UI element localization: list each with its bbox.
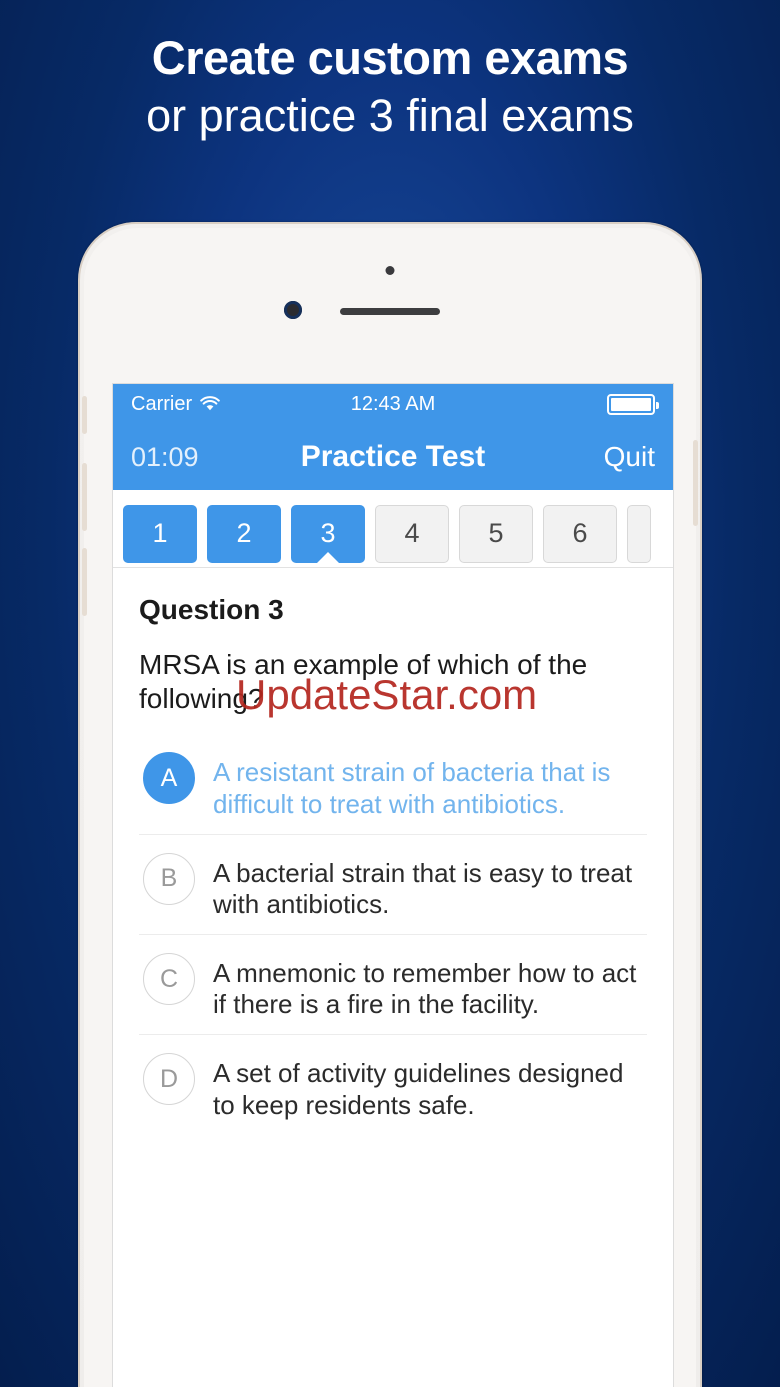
earpiece-speaker [340,308,440,315]
wifi-icon [200,396,220,412]
question-tab-7[interactable] [627,505,651,563]
quit-button[interactable]: Quit [603,441,655,472]
answer-text-b: A bacterial strain that is easy to treat with antibiotics. [213,857,633,919]
promo-headline-line1: Create custom exams [151,31,629,84]
promo-headline [0,30,780,144]
watermark-text: UpdateStar.com [236,671,538,718]
carrier-label: Carrier [131,392,193,415]
front-camera-icon [284,301,302,319]
question-tab-1[interactable]: 1 [123,505,197,563]
answer-bubble-b[interactable]: B [143,853,195,905]
volume-down-button[interactable] [82,548,87,616]
power-button[interactable] [693,440,698,526]
answer-choice-list [139,744,647,1135]
volume-up-button[interactable] [82,463,87,531]
answer-choice-d[interactable] [139,1045,647,1134]
promo-headline-line2: or practice 3 final exams [146,90,634,142]
current-tab-caret-icon [317,552,339,563]
question-panel [113,568,673,1135]
silent-switch[interactable] [82,396,87,434]
status-bar [113,384,673,424]
phone-mockup [78,222,702,1387]
answer-bubble-d[interactable]: D [143,1053,195,1105]
question-tab-5[interactable]: 5 [459,505,533,563]
answer-choice-c[interactable] [139,945,647,1035]
question-text: MRSA is an example of which of the following? [139,649,588,715]
answer-text-a: A resistant strain of bacteria that is difficult to treat with antibiotics. [213,757,611,819]
device-screen [112,383,674,1387]
question-tab-3-label: 3 [320,518,336,548]
question-tab-2[interactable]: 2 [207,505,281,563]
status-bar-clock: 12:43 AM [350,392,436,415]
phone-body [84,228,696,1387]
question-tab-3[interactable] [291,505,365,563]
answer-choice-a[interactable] [139,744,647,834]
status-bar-left [131,393,306,416]
battery-full-icon [607,394,655,415]
page-title: Practice Test [300,440,486,473]
answer-choice-b[interactable] [139,845,647,935]
status-bar-right [480,394,655,415]
question-number: Question 3 [139,594,284,625]
answer-text-d: A set of activity guidelines designed to keep residents safe. [213,1058,624,1120]
question-tab-4[interactable]: 4 [375,505,449,563]
question-tab-strip[interactable] [113,490,673,568]
answer-bubble-a[interactable]: A [143,752,195,804]
question-tab-6[interactable]: 6 [543,505,617,563]
exam-timer: 01:09 [131,441,199,472]
proximity-sensor-icon [386,266,395,275]
navigation-bar [113,424,673,490]
answer-text-c: A mnemonic to remember how to act if there is a fire in the facility. [213,958,637,1020]
answer-bubble-c[interactable]: C [143,953,195,1005]
